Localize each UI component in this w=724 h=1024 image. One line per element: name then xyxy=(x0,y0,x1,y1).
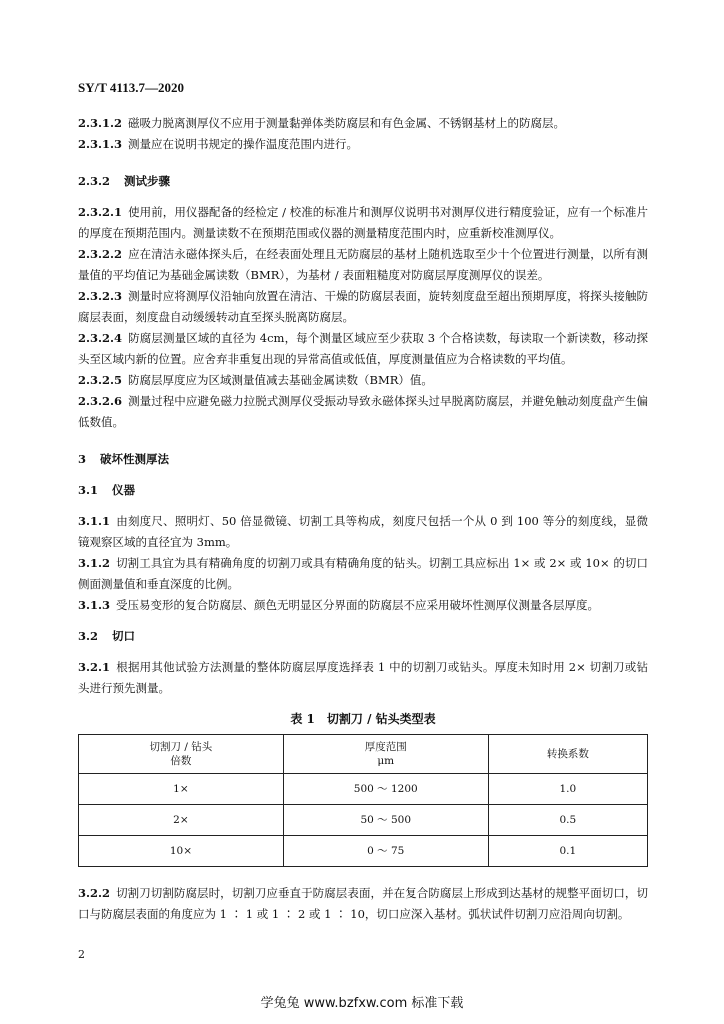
clause-2-3-1-2 xyxy=(78,113,648,134)
header-multiple xyxy=(79,735,284,774)
heading-text: 仪器 xyxy=(112,483,136,497)
page-number: 2 xyxy=(78,948,85,961)
heading-number: 2.3.2 xyxy=(78,174,111,188)
clause-2-3-2-2 xyxy=(78,244,648,286)
standard-code-header: SY/T 4113.7—2020 xyxy=(78,80,184,95)
clause-text: 测量过程中应避免磁力拉脱式测厚仪受振动导致永磁体探头过早脱离防腐层，并避免触动刻度盘产生偏低数值。 xyxy=(78,394,648,429)
cell-range: 500 ～ 1200 xyxy=(283,774,488,805)
clause-number: 3.2.1 xyxy=(78,660,111,674)
cell-multiple: 2× xyxy=(79,805,284,836)
clause-text: 根据用其他试验方法测量的整体防腐层厚度选择表 1 中的切割刀或钻头。厚度未知时用 2× 切割刀或钻头进行预先测量。 xyxy=(78,660,648,695)
clause-number: 2.3.2.4 xyxy=(78,331,123,345)
clause-text: 切割工具宜为具有精确角度的切割刀或具有精确角度的钻头。切割工具应标出 1× 或 2× 或 10× 的切口侧面测量值和垂直深度的比例。 xyxy=(78,556,648,591)
clause-text: 使用前，用仪器配备的经检定 / 校准的标准片和测厚仪说明书对测厚仪进行精度验证，应有一个标准片的厚度在预期范围内。测量读数不在预期范围或仪器的测量精度范围内时，应重新校准测厚仪。 xyxy=(78,205,648,240)
clause-number: 3.1.3 xyxy=(78,598,111,612)
header-range xyxy=(283,735,488,774)
heading-text: 切口 xyxy=(112,629,136,643)
clause-text: 磁吸力脱离测厚仪不应用于测量黏弹体类防腐层和有色金属、不锈钢基材上的防腐层。 xyxy=(128,116,566,130)
heading-number: 3 xyxy=(78,452,87,466)
heading-number: 3.1 xyxy=(78,483,99,497)
clause-text: 受压易变形的复合防腐层、颜色无明显区分界面的防腐层不应采用破坏性测厚仪测量各层厚度。 xyxy=(116,598,600,612)
clause-2-3-2-5 xyxy=(78,370,648,391)
cell-multiple: 1× xyxy=(79,774,284,805)
footer-watermark[interactable]: 学兔兔 www.bzfxw.com 标准下载 xyxy=(260,996,464,1011)
heading-3-2 xyxy=(78,626,648,647)
clause-2-3-2-6 xyxy=(78,391,648,433)
heading-number: 3.2 xyxy=(78,629,99,643)
clause-number: 2.3.2.5 xyxy=(78,373,123,387)
clause-text: 测量时应将测厚仪沿轴向放置在清洁、干燥的防腐层表面，旋转刻度盘至超出预期厚度，将探头接触防腐层表面，刻度盘自动缓缓转动直至探头脱离防腐层。 xyxy=(78,289,648,324)
cell-range: 50 ～ 500 xyxy=(283,805,488,836)
clause-3-2-2 xyxy=(78,883,648,925)
clause-number: 3.1.1 xyxy=(78,514,111,528)
header-multiple-line1: 切割刀 / 钻头 xyxy=(149,741,213,753)
cutter-type-table xyxy=(78,734,648,867)
clause-3-1-1 xyxy=(78,511,648,553)
document-body xyxy=(78,113,648,925)
clause-number: 3.2.2 xyxy=(78,886,111,900)
clause-number: 2.3.2.6 xyxy=(78,394,123,408)
clause-text: 测量应在说明书规定的操作温度范围内进行。 xyxy=(128,137,359,151)
clause-3-1-3 xyxy=(78,595,648,616)
clause-number: 2.3.2.3 xyxy=(78,289,123,303)
header-multiple-line2: 倍数 xyxy=(170,755,192,767)
clause-3-2-1 xyxy=(78,657,648,699)
clause-number: 2.3.2.2 xyxy=(78,247,123,261)
heading-2-3-2 xyxy=(78,171,648,192)
heading-3 xyxy=(78,449,648,470)
clause-text: 切割刀切割防腐层时，切割刀应垂直于防腐层表面，并在复合防腐层上形成到达基材的规整平面切口，切口与防腐层表面的角度应为 1 ∶ 1 或 1 ∶ 2 或 1 ∶ 10，切口应深入基材。弧状试件切割刀应沿周向切割。 xyxy=(78,886,648,921)
cell-range: 0 ～ 75 xyxy=(283,836,488,867)
table-row xyxy=(79,836,648,867)
clause-2-3-1-3 xyxy=(78,134,648,155)
clause-2-3-2-1 xyxy=(78,202,648,244)
clause-number: 2.3.2.1 xyxy=(78,205,123,219)
clause-number: 3.1.2 xyxy=(78,556,111,570)
table-header-row xyxy=(79,735,648,774)
clause-2-3-2-3 xyxy=(78,286,648,328)
clause-text: 防腐层测量区域的直径为 4cm，每个测量区域应至少获取 3 个合格读数，每读取一个新读数，移动探头至区域内新的位置。应舍弃非重复出现的异常高值或低值，厚度测量值应为合格读数的平均值。 xyxy=(78,331,648,366)
table-title: 表 1 切割刀 / 钻头类型表 xyxy=(290,712,436,726)
cell-factor: 1.0 xyxy=(488,774,647,805)
clause-number: 2.3.1.2 xyxy=(78,116,123,130)
header-range-line1: 厚度范围 xyxy=(364,741,407,753)
header-range-line2: μm xyxy=(377,755,395,767)
clause-number: 2.3.1.3 xyxy=(78,137,123,151)
clause-text: 由刻度尺、照明灯、50 倍显微镜、切割工具等构成，刻度尺包括一个从 0 到 100 等分的刻度线，显微镜观察区域的直径宜为 3mm。 xyxy=(78,514,648,549)
clause-3-1-2 xyxy=(78,553,648,595)
heading-text: 破坏性测厚法 xyxy=(100,452,170,466)
clause-text: 应在清洁永磁体探头后，在经表面处理且无防腐层的基材上随机选取至少十个位置进行测量，以所有测量值的平均值记为基础金属读数（BMR），为基材 / 表面粗糙度对防腐层厚度测厚仪的误差。 xyxy=(78,247,648,282)
heading-3-1 xyxy=(78,480,648,501)
cell-factor: 0.5 xyxy=(488,805,647,836)
cell-factor: 0.1 xyxy=(488,836,647,867)
heading-text: 测试步骤 xyxy=(124,174,171,188)
table-row xyxy=(79,805,648,836)
table-row xyxy=(79,774,648,805)
header-factor: 转换系数 xyxy=(488,735,647,774)
clause-text: 防腐层厚度应为区域测量值减去基础金属读数（BMR）值。 xyxy=(128,373,433,387)
cell-multiple: 10× xyxy=(79,836,284,867)
clause-2-3-2-4 xyxy=(78,328,648,370)
